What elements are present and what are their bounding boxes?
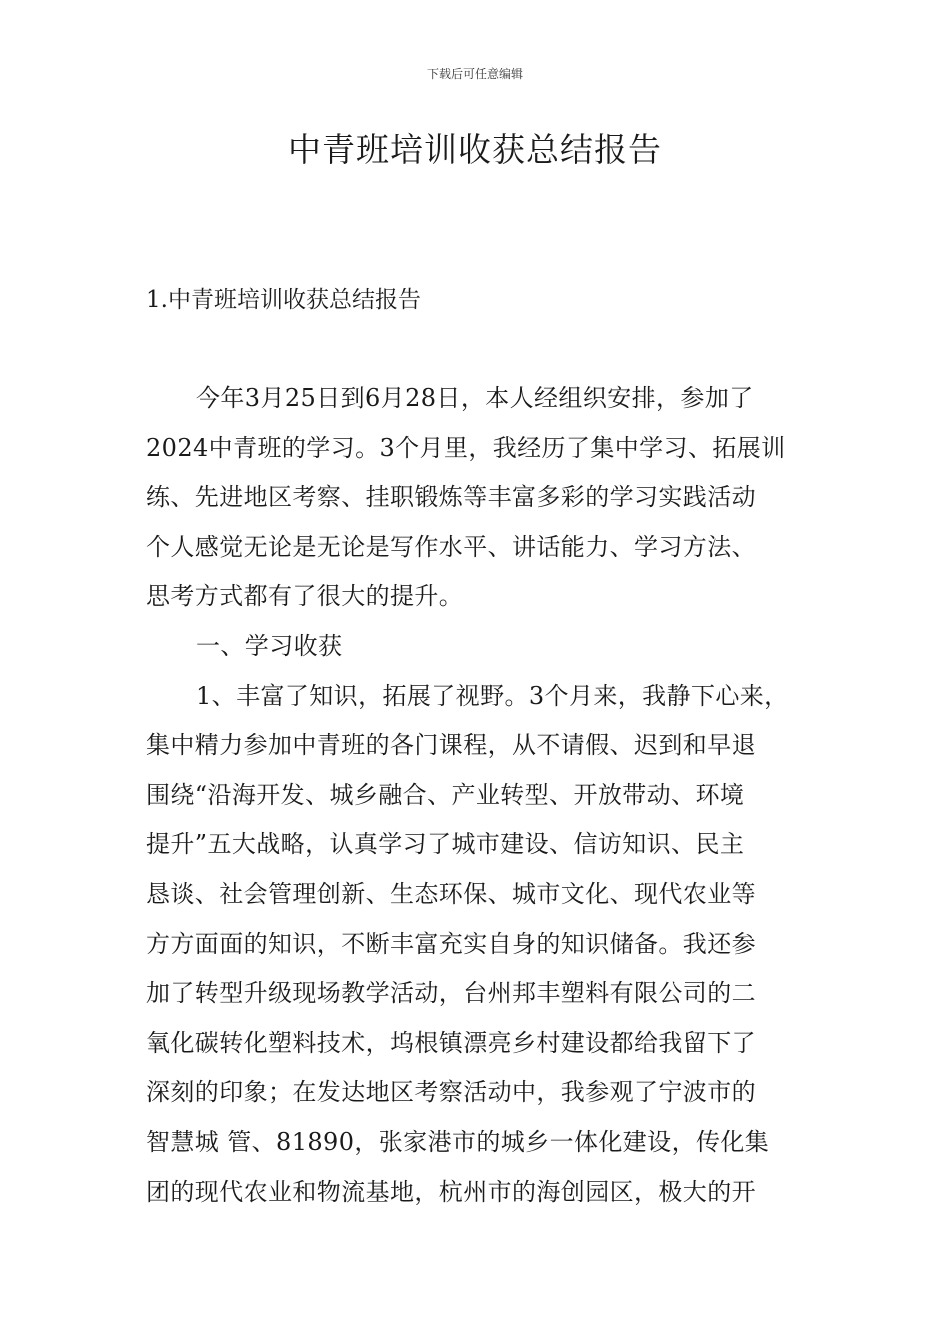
paragraph-line: 深刻的印象；在发达地区考察活动中，我参观了宁波市的	[146, 1078, 756, 1107]
subsection-heading: 一、学习收获	[196, 631, 343, 660]
paragraph-line: 1、丰富了知识，拓展了视野。3个月来，我静下心来，	[196, 681, 789, 710]
paragraph-line: 集中精力参加中青班的各门课程，从不请假、迟到和早退	[146, 731, 756, 760]
paragraph-line: 提升”五大战略，认真学习了城市建设、信访知识、民主	[146, 830, 745, 859]
section-heading: 1.中青班培训收获总结报告	[146, 287, 421, 313]
paragraph-line: 思考方式都有了很大的提升。	[146, 582, 464, 611]
paragraph-line: 加了转型升级现场教学活动，台州邦丰塑料有限公司的二	[146, 979, 756, 1008]
paragraph-line: 团的现代农业和物流基地，杭州市的海创园区，极大的开	[146, 1177, 756, 1206]
paragraph-line: 今年3月25日到6月28日，本人经组织安排，参加了	[196, 384, 754, 412]
paragraph-line: 围绕“沿海开发、城乡融合、产业转型、开放带动、环境	[146, 780, 745, 809]
document-title: 中青班培训收获总结报告	[288, 130, 662, 169]
paragraph-line: 个人感觉无论是无论是写作水平、讲话能力、学习方法、	[146, 532, 756, 561]
paragraph-line: 恳谈、社会管理创新、生态环保、城市文化、现代农业等	[146, 879, 756, 908]
paragraph-line: 方方面面的知识，不断丰富充实自身的知识储备。我还参	[146, 929, 756, 958]
body-text	[146, 374, 826, 1217]
paragraph-line: 氧化碳转化塑料技术，坞根镇漂亮乡村建设都给我留下了	[146, 1028, 756, 1057]
header-note: 下载后可任意编辑	[426, 67, 523, 81]
paragraph-line: 2024中青班的学习。3个月里，我经历了集中学习、拓展训	[146, 433, 786, 462]
paragraph-line: 练、先进地区考察、挂职锻炼等丰富多彩的学习实践活动	[146, 483, 756, 512]
paragraph-line: 智慧城 管、81890，张家港市的城乡一体化建设，传化集	[146, 1127, 770, 1156]
